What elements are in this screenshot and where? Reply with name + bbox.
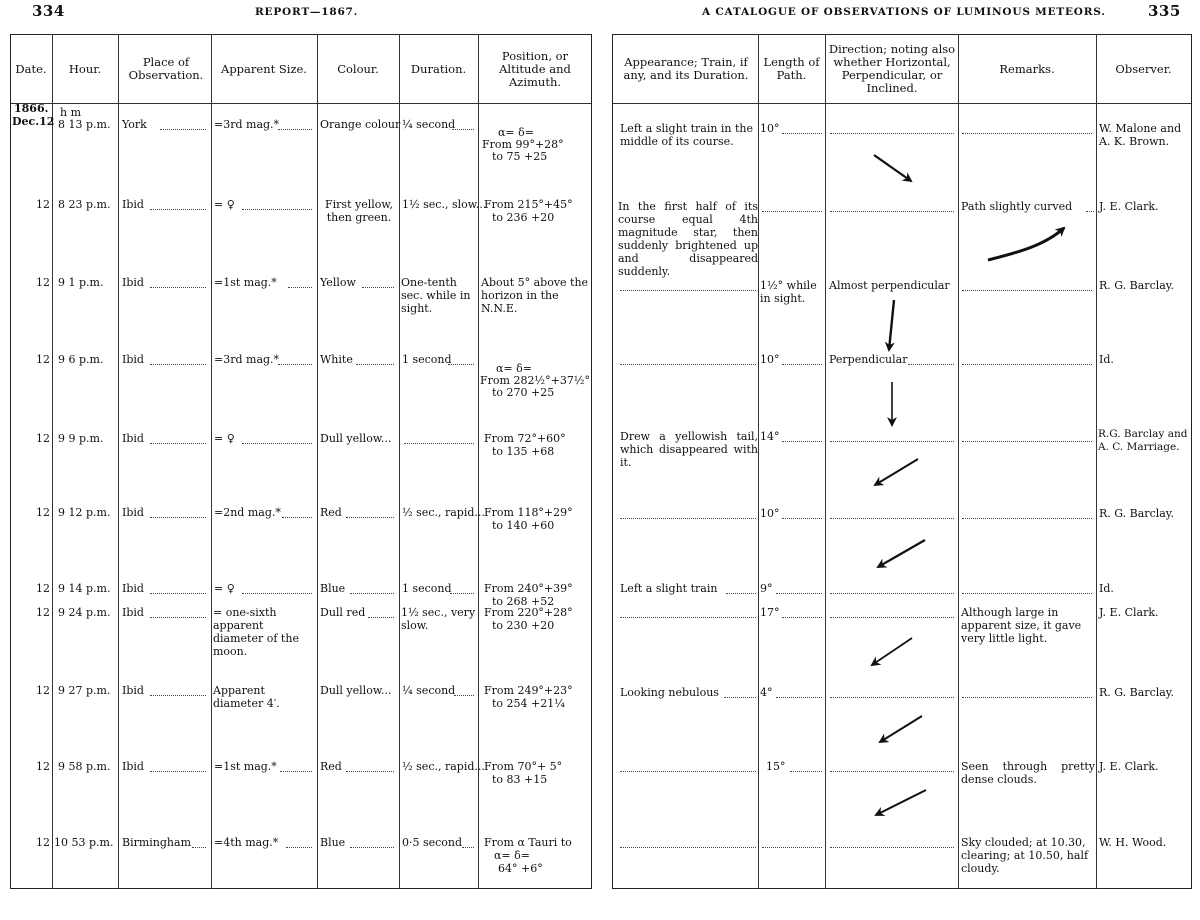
cell-duration: 0·5 second — [402, 836, 463, 849]
cell-appearance: Left a slight train — [620, 582, 718, 595]
header-size: Apparent Size. — [221, 61, 307, 76]
arrow-down-right-icon — [874, 155, 911, 181]
cell-hour: 9 6 p.m. — [58, 353, 104, 366]
cell-length: 10° — [760, 122, 780, 135]
cell-length: 17° — [760, 606, 780, 619]
cell-place: Ibid — [122, 582, 144, 595]
cell-day: 12 — [36, 760, 50, 773]
cell-colour: Dull yellow... — [320, 684, 392, 697]
header-duration: Duration. — [410, 61, 467, 76]
cell-size: = one-sixth apparent diameter of the moon. — [213, 606, 299, 658]
cell-colour: Blue — [320, 836, 346, 849]
cell-colour: White — [320, 353, 353, 366]
cell-day: 12 — [36, 684, 50, 697]
cell-day: 12 — [36, 276, 50, 289]
cell-colour: Red — [320, 506, 342, 519]
cell-size: =3rd mag.* — [214, 353, 280, 366]
cell-position-1: α= δ= — [498, 126, 534, 139]
cell-position-2: to 83 +15 — [492, 773, 548, 786]
cell-position-1: From 215°+45° — [484, 198, 573, 211]
left-page-number: 334 — [32, 2, 65, 20]
cell-size: = ♀ — [214, 198, 235, 211]
cell-day: 12 — [36, 198, 50, 211]
cell-duration: 1 second — [402, 353, 452, 366]
cell-hour: 9 14 p.m. — [58, 582, 111, 595]
cell-remarks: Seen through pretty dense clouds. — [961, 760, 1095, 786]
right-running-head: A CATALOGUE OF OBSERVATIONS OF LUMINOUS METEORS. — [702, 6, 1106, 18]
cell-observer: J. E. Clark. — [1099, 200, 1159, 213]
cell-observer: Id. — [1099, 582, 1114, 595]
cell-size: =1st mag.* — [214, 276, 277, 289]
header-observer: Observer. — [1115, 61, 1172, 76]
cell-size: =3rd mag.* — [214, 118, 280, 131]
cell-colour: Red — [320, 760, 342, 773]
cell-day: 12 — [36, 432, 50, 445]
cell-observer: W. Malone and A. K. Brown. — [1099, 122, 1182, 148]
cell-observer: Id. — [1099, 353, 1114, 366]
cell-length: 10° — [760, 507, 780, 520]
cell-remarks: Sky clouded; at 10.30, clearing; at 10.50, half cloudy. — [961, 836, 1089, 875]
cell-position-3: to 270 +25 — [492, 386, 555, 399]
cell-position-2: to 140 +60 — [492, 519, 555, 532]
cell-duration: ½ sec., rapid... — [402, 760, 485, 773]
cell-position-2: From 99°+28° — [482, 138, 564, 151]
cell-position-3: 64° +6° — [498, 862, 543, 875]
cell-position-2: α= δ= — [494, 849, 530, 862]
cell-length: 4° — [760, 686, 773, 699]
cell-colour: Yellow — [320, 276, 356, 289]
cell-position-2: to 236 +20 — [492, 211, 555, 224]
header-colour: Colour. — [337, 61, 379, 76]
arrow-down-left-icon — [876, 790, 926, 815]
cell-size: = ♀ — [214, 432, 235, 445]
cell-observer: R. G. Barclay. — [1099, 279, 1175, 292]
right-page-number: 335 — [1148, 2, 1181, 20]
cell-position-1: From 249°+23° — [484, 684, 573, 697]
cell-day: 12 — [36, 353, 50, 366]
cell-colour: First yellow, then green. — [325, 198, 393, 224]
cell-place: Birmingham — [122, 836, 192, 849]
cell-position-1: From 220°+28° — [484, 606, 573, 619]
cell-position-1: From α Tauri to — [484, 836, 572, 849]
header-date: Date. — [15, 61, 47, 76]
cell-day: 12 — [36, 606, 50, 619]
cell-place: Ibid — [122, 606, 144, 619]
cell-duration: ¼ second — [402, 118, 456, 131]
cell-hour: 8 13 p.m. — [58, 118, 111, 131]
cell-length: 10° — [760, 353, 780, 366]
hm-label: h m — [60, 106, 82, 119]
cell-remarks: Path slightly curved — [961, 200, 1073, 213]
cell-day: 12 — [36, 582, 50, 595]
arrow-down-left-icon — [878, 540, 925, 567]
cell-position-2: to 254 +21¼ — [492, 697, 565, 710]
cell-direction: Perpendicular — [829, 353, 908, 366]
arrow-down-left-icon — [880, 716, 922, 742]
year-label: 1866. — [14, 102, 49, 115]
cell-length: 9° — [760, 582, 773, 595]
cell-appearance: Looking nebulous — [620, 686, 719, 699]
cell-colour: Dull yellow... — [320, 432, 392, 445]
cell-place: Ibid — [122, 506, 144, 519]
cell-size: = ♀ — [214, 582, 235, 595]
cell-place: Ibid — [122, 684, 144, 697]
header-length: Length of Path. — [763, 55, 820, 82]
cell-position-2: to 135 +68 — [492, 445, 555, 458]
cell-observer: R.G. Barclay and A. C. Marriage. — [1098, 428, 1188, 453]
cell-place: Ibid — [122, 276, 144, 289]
cell-observer: R. G. Barclay. — [1099, 686, 1175, 699]
cell-direction: Almost perpendicular — [829, 279, 950, 292]
cell-position-1: From 70°+ 5° — [484, 760, 563, 773]
cell-appearance: In the first half of its course equal 4th magnitude star, then suddenly brightened up and disappeared suddenly. — [618, 200, 758, 278]
cell-colour: Dull red — [320, 606, 366, 619]
arrow-down-left-icon — [875, 459, 918, 485]
cell-duration: One-tenth sec. while in sight. — [401, 276, 471, 315]
cell-size: =4th mag.* — [214, 836, 279, 849]
header-direction: Direction; noting also whether Horizontal, Perpendicular, or Inclined. — [828, 42, 956, 95]
cell-size: Apparent diameter 4′. — [213, 684, 280, 710]
left-running-head: REPORT—1867. — [255, 6, 359, 18]
cell-day: 12 — [36, 506, 50, 519]
cell-position-1: About 5° above the horizon in the N.N.E. — [481, 276, 589, 315]
cell-observer: R. G. Barclay. — [1099, 507, 1175, 520]
cell-remarks: Although large in apparent size, it gave very little light. — [961, 606, 1082, 645]
cell-observer: W. H. Wood. — [1099, 836, 1167, 849]
header-remarks: Remarks. — [999, 61, 1055, 76]
cell-hour: 9 58 p.m. — [58, 760, 111, 773]
cell-hour: 9 9 p.m. — [58, 432, 104, 445]
cell-duration: 1 second — [402, 582, 452, 595]
header-hour: Hour. — [68, 61, 102, 76]
cell-observer: J. E. Clark. — [1099, 606, 1159, 619]
cell-length: 14° — [760, 430, 780, 443]
cell-length: 15° — [766, 760, 786, 773]
cell-hour: 8 23 p.m. — [58, 198, 111, 211]
header-place: Place of Observation. — [128, 55, 204, 82]
cell-place: Ibid — [122, 432, 144, 445]
cell-hour: 10 53 p.m. — [54, 836, 114, 849]
cell-hour: 9 12 p.m. — [58, 506, 111, 519]
cell-hour: 9 1 p.m. — [58, 276, 104, 289]
header-position: Position, or Altitude and Azimuth. — [499, 48, 571, 89]
cell-position-1: From 72°+60° — [484, 432, 566, 445]
cell-place: Ibid — [122, 198, 144, 211]
cell-appearance: Left a slight train in the middle of its course. — [620, 122, 754, 148]
month-label: Dec.12 — [12, 115, 55, 128]
cell-place: Ibid — [122, 760, 144, 773]
cell-duration: ½ sec., rapid... — [402, 506, 485, 519]
cell-hour: 9 27 p.m. — [58, 684, 111, 697]
arrow-down-left-icon — [872, 638, 912, 665]
cell-day: 12 — [36, 836, 50, 849]
cell-position-1: α= δ= — [496, 362, 532, 375]
cell-position-2: to 230 +20 — [492, 619, 555, 632]
cell-observer: J. E. Clark. — [1099, 760, 1159, 773]
cell-hour: 9 24 p.m. — [58, 606, 111, 619]
cell-colour: Orange colour — [320, 118, 401, 131]
arrow-down-icon — [889, 300, 894, 350]
cell-position-2: to 268 +52 — [492, 595, 555, 608]
cell-duration: ¼ second — [402, 684, 456, 697]
cell-position-1: From 118°+29° — [484, 506, 573, 519]
cell-place: York — [122, 118, 147, 131]
cell-length: 1½° while in sight. — [760, 279, 817, 305]
cell-place: Ibid — [122, 353, 144, 366]
curved-arrow-icon — [988, 228, 1064, 260]
cell-colour: Blue — [320, 582, 346, 595]
cell-size: =1st mag.* — [214, 760, 277, 773]
cell-position-1: From 240°+39° — [484, 582, 573, 595]
cell-position-2: From 282½°+37½° — [480, 374, 590, 387]
cell-size: =2nd mag.* — [214, 506, 281, 519]
cell-appearance: Drew a yellowish tail, which disappeared with it. — [620, 430, 758, 469]
cell-duration: 1½ sec., slow... — [402, 198, 487, 211]
cell-position-3: to 75 +25 — [492, 150, 548, 163]
header-appearance: Appearance; Train, if any, and its Duration. — [623, 55, 749, 82]
cell-duration: 1½ sec., very slow. — [401, 606, 476, 632]
